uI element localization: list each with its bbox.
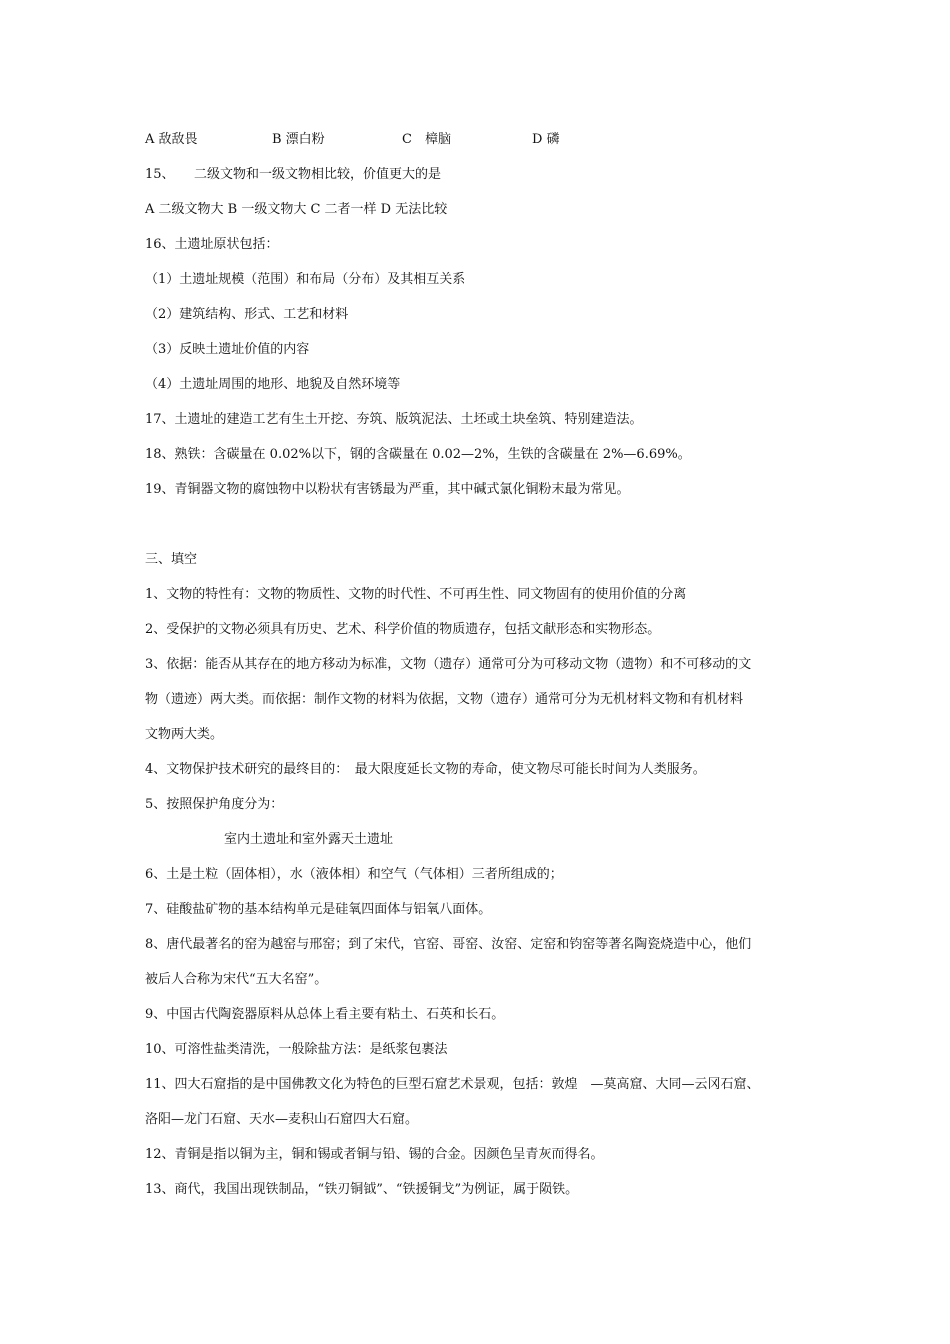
fill-item-4: 4、文物保护技术研究的最终目的： 最大限度延长文物的寿命，使文物尽可能长时间为人类服务。 — [145, 762, 706, 777]
fill-item-3-cont: 文物两大类。 — [145, 727, 224, 742]
list-item: （3）反映土遗址价值的内容 — [145, 342, 310, 357]
fill-item-3-cont: 物（遗迹）两大类。而依据：制作文物的材料为依据，文物（遗存）通常可分为无机材料文物和有机材料 — [145, 692, 744, 707]
fill-item-6: 6、土是土粒（固体相），水（液体相）和空气（气体相）三者所组成的； — [145, 867, 563, 882]
question-18: 18、熟铁：含碳量在 0.02%以下，钢的含碳量在 0.02—2%，生铁的含碳量在 2%—6.69%。 — [145, 447, 691, 462]
question-16: 16、土遗址原状包括： — [145, 237, 279, 252]
fill-item-3: 3、依据：能否从其存在的地方移动为标准，文物（遗存）通常可分为可移动文物（遗物）和不可移动的文 — [145, 657, 752, 672]
fill-item-11: 11、四大石窟指的是中国佛教文化为特色的巨型石窟艺术景观，包括：敦煌 —莫高窟、大同—云冈石窟、 — [145, 1077, 760, 1092]
fill-item-10: 10、可溶性盐类清洗，一般除盐方法：是纸浆包裹法 — [145, 1042, 448, 1057]
option-a: A 敌敌畏 — [145, 132, 198, 147]
question-19: 19、青铜器文物的腐蚀物中以粉状有害锈最为严重，其中碱式氯化铜粉末最为常见。 — [145, 482, 630, 497]
list-item: （1）土遗址规模（范围）和布局（分布）及其相互关系 — [145, 272, 466, 287]
option-c: C 樟脑 — [402, 132, 451, 147]
fill-item-7: 7、硅酸盐矿物的基本结构单元是硅氧四面体与铝氧八面体。 — [145, 902, 492, 917]
question-15-options: A 二级文物大 B 一级文物大 C 二者一样 D 无法比较 — [145, 202, 448, 217]
fill-item-11-cont: 洛阳—龙门石窟、天水—麦积山石窟四大石窟。 — [145, 1112, 419, 1127]
fill-item-12: 12、青铜是指以铜为主，铜和锡或者铜与铅、锡的合金。因颜色呈青灰而得名。 — [145, 1147, 604, 1162]
fill-item-1: 1、文物的特性有：文物的物质性、文物的时代性、不可再生性、同文物固有的使用价值的分离 — [145, 587, 687, 602]
fill-item-8-cont: 被后人合称为宋代“五大名窑”。 — [145, 972, 328, 987]
question-17: 17、土遗址的建造工艺有生土开挖、夯筑、版筑泥法、土坯或土块垒筑、特别建造法。 — [145, 412, 643, 427]
fill-item-2: 2、受保护的文物必须具有历史、艺术、科学价值的物质遗存，包括文献形态和实物形态。 — [145, 622, 661, 637]
option-d: D 磷 — [532, 132, 560, 147]
option-b: B 漂白粉 — [272, 132, 325, 147]
fill-item-13: 13、商代，我国出现铁制品，“铁刃铜钺”、“铁援铜戈”为例证，属于陨铁。 — [145, 1182, 579, 1197]
fill-item-5-answer: 室内土遗址和室外露天土遗址 — [224, 832, 394, 847]
list-item: （4）土遗址周围的地形、地貌及自然环境等 — [145, 377, 401, 392]
fill-item-9: 9、中国古代陶瓷器原料从总体上看主要有粘土、石英和长石。 — [145, 1007, 505, 1022]
list-item: （2）建筑结构、形式、工艺和材料 — [145, 307, 349, 322]
fill-item-8: 8、唐代最著名的窑为越窑与邢窑；到了宋代，官窑、哥窑、汝窑、定窑和钧窑等著名陶瓷烧造中心，他们 — [145, 937, 752, 952]
question-15: 15、 二级文物和一级文物相比较，价值更大的是 — [145, 167, 442, 182]
section-heading: 三、填空 — [145, 552, 198, 567]
fill-item-5: 5、按照保护角度分为： — [145, 797, 284, 812]
